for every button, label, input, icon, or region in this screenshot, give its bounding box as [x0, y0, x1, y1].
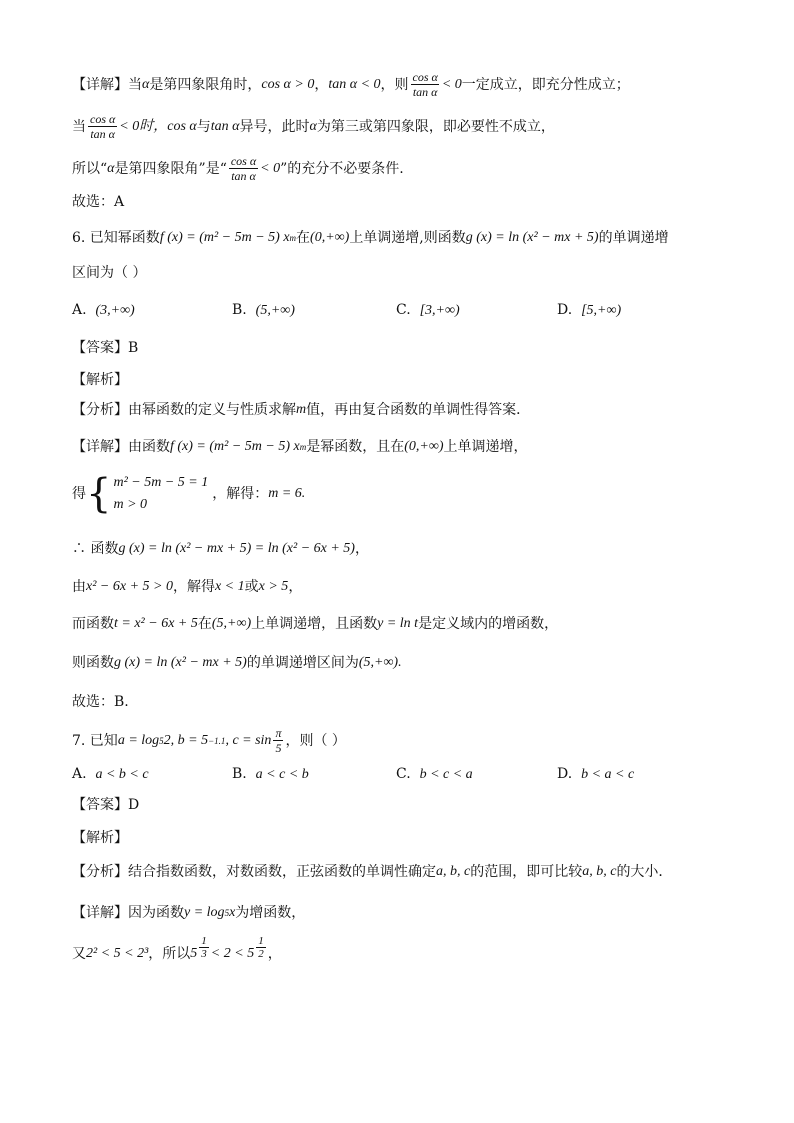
text: 值，再由复合函数的单调性得答案．	[306, 402, 531, 418]
math-abc: a, b, c	[436, 864, 471, 879]
math-cos: cos α	[167, 118, 197, 134]
option-label: A.	[72, 302, 87, 318]
analysis-6-header: 【解析】	[72, 372, 128, 388]
fraction-numerator: 1	[258, 934, 264, 947]
math-log-base: 5	[224, 908, 230, 918]
text: 与	[196, 118, 211, 135]
text: 的单调递增区间为	[246, 655, 359, 671]
text: 是定义域内的增函数，	[418, 616, 559, 632]
math-x: x	[229, 905, 236, 920]
math-alpha: α	[107, 160, 115, 176]
text: 上单调递增，	[443, 439, 528, 455]
text: ，则	[380, 76, 409, 93]
detail-7-line-2	[72, 934, 282, 964]
option-value: a < c < b	[255, 767, 309, 782]
option-label: A.	[72, 766, 87, 782]
detail-label: 【详解】当	[72, 76, 142, 93]
math-power-function: f (x) = (m² − 5m − 5) x	[159, 230, 290, 245]
fraction-numerator: π	[275, 726, 282, 740]
detail-6-conclusion-line	[72, 653, 402, 673]
math-less-zero: < 0	[441, 76, 462, 92]
text: 上单调递增,则函数	[349, 230, 466, 246]
text: ，解得：	[212, 486, 269, 502]
math-log-base: 5	[159, 735, 164, 746]
option-value: (5,+∞)	[255, 303, 295, 318]
math-exponent: −1.1	[208, 735, 226, 746]
fraction-pi-over-5	[273, 726, 283, 755]
option-value: b < c < a	[419, 767, 473, 782]
text: 一定成立，即充分性成立；	[461, 76, 630, 93]
math-b-power: 2, b = 5	[163, 732, 209, 748]
text: ，则（ ）	[285, 732, 346, 749]
answer-7: 【答案】D	[72, 797, 140, 813]
text: 的大小．	[616, 864, 673, 880]
math-less-zero: < 0	[260, 160, 281, 176]
math-exponent: m	[289, 233, 297, 243]
detail-line-3	[72, 154, 404, 183]
option-value: [3,+∞)	[419, 303, 460, 318]
exponent-fraction-1-3	[199, 935, 209, 960]
fraction-numerator: 1	[201, 934, 207, 947]
text: ，	[267, 946, 282, 962]
math-alpha: α	[309, 118, 317, 134]
math-interval: (5,+∞)	[211, 616, 252, 631]
option-value: [5,+∞)	[581, 303, 622, 318]
text: 由	[72, 579, 86, 595]
left-brace-icon: {	[86, 471, 112, 517]
answer-choice-6: 故选：B.	[72, 694, 129, 710]
text: ∴ 函数	[72, 541, 119, 557]
question-6-line-1	[72, 228, 669, 248]
option-6-c	[396, 300, 460, 321]
answer-choice-line: 故选：A	[72, 194, 125, 210]
system-of-equations-line	[72, 472, 305, 516]
fraction-cos-over-tan	[411, 70, 440, 99]
math-g-function: g (x) = ln (x² − mx + 5)	[465, 230, 599, 245]
exponent-fraction-1-2	[256, 935, 266, 960]
text: 当	[72, 118, 86, 135]
answer-6: 【答案】B	[72, 340, 139, 356]
option-value: a < b < c	[95, 767, 149, 782]
option-value: (3,+∞)	[95, 303, 135, 318]
math-m-value: m = 6.	[268, 486, 306, 501]
equation-system	[86, 472, 208, 516]
math-g-function: g (x) = ln (x² − mx + 5)	[114, 655, 247, 670]
fraction-denominator: tan α	[90, 127, 115, 141]
text: 得	[72, 486, 86, 502]
option-label: C.	[396, 302, 411, 318]
option-value: b < a < c	[581, 767, 635, 782]
option-7-c	[396, 764, 473, 785]
math-exponent: m	[299, 442, 307, 452]
analysis-6-summary	[72, 400, 530, 420]
math-power-function: f (x) = (m² − 5m − 5) x	[170, 439, 300, 454]
text: ，	[288, 579, 303, 595]
option-6-b	[232, 300, 295, 321]
text: 在	[296, 230, 311, 246]
option-7-a	[72, 764, 149, 785]
fraction-numerator: cos α	[90, 112, 116, 126]
math-interval: (5,+∞).	[358, 655, 402, 670]
detail-6-function-line	[72, 539, 369, 559]
fraction-denominator: 5	[275, 741, 282, 755]
math-x-greater-5: x > 5	[258, 579, 289, 594]
option-label: B.	[232, 302, 247, 318]
text: 为第三或第四象限，即必要性不成立，	[316, 118, 555, 135]
math-alpha: α	[142, 76, 150, 92]
text: ，所以	[148, 946, 191, 962]
fraction-numerator: cos α	[230, 154, 257, 168]
analysis-7-header: 【解析】	[72, 830, 128, 846]
math-ln-t: y = ln t	[377, 616, 419, 631]
text: 所以“	[72, 160, 108, 177]
math-base-5: 5	[190, 946, 198, 961]
math-c-sin: , c = sin	[225, 732, 272, 748]
text: 是第四象限角时，	[149, 76, 262, 93]
math-less-zero: < 0时，	[119, 118, 168, 134]
math-y-log: y = log	[184, 905, 225, 920]
math-tan: tan α	[210, 118, 240, 134]
fraction-cos-over-tan	[88, 112, 117, 141]
text: 为增函数，	[235, 905, 306, 921]
text: ”的充分不必要条件.	[280, 160, 404, 177]
text: ，	[314, 76, 329, 93]
text: 在	[197, 616, 212, 632]
math-t-function: t = x² − 6x + 5	[114, 616, 198, 631]
fraction-denominator: tan α	[231, 169, 256, 183]
text: 【详解】由函数	[72, 439, 170, 455]
detail-line-1	[72, 70, 630, 99]
math-interval: (0,+∞)	[310, 230, 350, 245]
fraction-numerator: cos α	[412, 70, 438, 84]
detail-6-domain-line	[72, 577, 302, 597]
math-tan-negative: tan α < 0	[328, 76, 381, 92]
text: 【详解】因为函数	[72, 905, 184, 921]
math-abc: a, b, c	[582, 864, 617, 879]
question-6-stem: 6. 已知幂函数	[72, 230, 160, 246]
detail-6-line-1	[72, 437, 528, 457]
math-power-inequality: 2² < 5 < 2³	[86, 946, 149, 961]
option-7-b	[232, 764, 309, 785]
fraction-denominator: 3	[201, 947, 207, 960]
text: 【分析】结合指数函数，对数函数，正弦函数的单调性确定	[72, 864, 436, 880]
math-a-log: a = log	[117, 732, 160, 748]
option-label: D.	[557, 766, 573, 782]
text: 异号，此时	[239, 118, 310, 135]
math-x-less-1: x < 1	[214, 579, 245, 594]
equation-row-1: m² − 5m − 5 = 1	[113, 475, 209, 490]
question-6-line-2: 区间为（ ）	[72, 265, 147, 281]
option-label: D.	[557, 302, 573, 318]
text: 则函数	[72, 655, 114, 671]
detail-line-2	[72, 112, 555, 141]
text: ，	[354, 541, 369, 557]
fraction-denominator: tan α	[412, 85, 438, 99]
text: 或	[244, 579, 259, 595]
math-cos-positive: cos α > 0	[261, 76, 315, 92]
text: 上单调递增，且函数	[251, 616, 378, 632]
detail-6-monotonic-line	[72, 614, 558, 634]
math-comparison: < 2 < 5	[210, 946, 255, 961]
option-7-d	[557, 764, 634, 785]
question-7-line	[72, 726, 346, 755]
fraction-cos-over-tan	[229, 154, 258, 183]
text: ，解得	[172, 579, 215, 595]
text: 而函数	[72, 616, 114, 632]
detail-7-line-1	[72, 903, 305, 923]
text: 是幂函数，且在	[306, 439, 405, 455]
option-label: B.	[232, 766, 247, 782]
option-6-d	[557, 300, 621, 321]
math-g-expanded: g (x) = ln (x² − mx + 5) = ln (x² − 6x + 5)	[118, 541, 355, 556]
option-label: C.	[396, 766, 411, 782]
option-6-a	[72, 300, 135, 321]
text: 是第四象限角”是“	[114, 160, 227, 177]
question-7-stem: 7. 已知	[72, 732, 118, 749]
math-interval: (0,+∞)	[404, 439, 444, 454]
text: 的范围，即可比较	[470, 864, 583, 880]
math-inequality: x² − 6x + 5 > 0	[86, 579, 173, 594]
math-m: m	[296, 402, 307, 417]
analysis-7-summary	[72, 862, 672, 882]
text: 【分析】由幂函数的定义与性质求解	[72, 402, 296, 418]
text: 又	[72, 946, 86, 962]
equation-row-2: m > 0	[113, 497, 148, 512]
fraction-denominator: 2	[258, 947, 264, 960]
text: 的单调递增	[598, 230, 669, 246]
